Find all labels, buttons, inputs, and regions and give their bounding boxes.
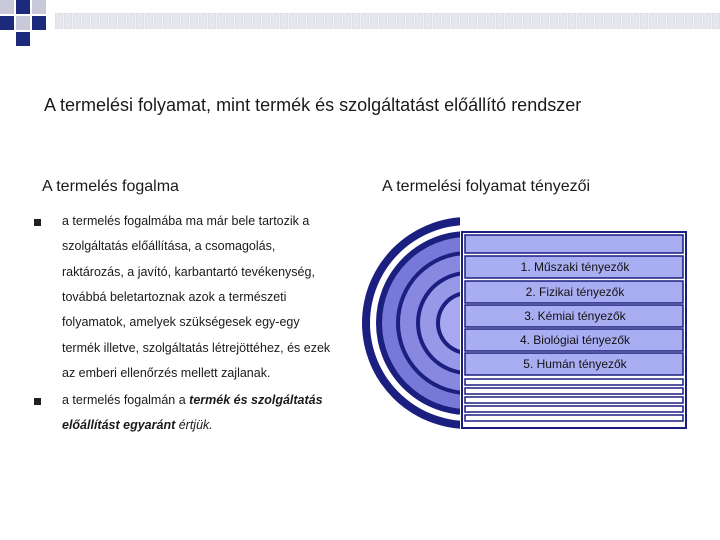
bullet2-bold: termék és szolgáltatás (189, 393, 323, 407)
thin-bar (465, 406, 683, 412)
bullet1-line: a termelés fogalmába ma már bele tartozik a (62, 214, 310, 228)
left-heading: A termelés fogalma (42, 178, 179, 195)
factor-label: 4. Biológiai tényezők (519, 333, 631, 347)
bullet1-line: az emberi ellenőrzés mellett zajlanak. (62, 366, 271, 380)
bullet1-line: folyamatok, amelyek szükségesek egy-egy (62, 315, 300, 329)
thin-bar (465, 415, 683, 421)
bullet1-line: raktározás, a javító, karbantartó tevékenység, (62, 265, 315, 279)
factor-label: 5. Humán tényezők (523, 357, 627, 371)
bullet1-line: továbbá beletartoznak azok a természeti (62, 290, 287, 304)
thin-bar (465, 397, 683, 403)
thin-bar (465, 388, 683, 394)
bullet2-rest: értjük. (175, 418, 213, 432)
bullet2-bold-2: előállítást egyaránt (62, 418, 176, 432)
slide-title: A termelési folyamat, mint termék és szolgáltatást előállító rendszer (44, 95, 582, 115)
right-heading: A termelési folyamat tényezői (382, 178, 591, 195)
bullet1-line: szolgáltatás előállítása, a csomagolás, (62, 239, 276, 253)
factor-label: 1. Műszaki tényezők (520, 260, 630, 274)
bullet2-prefix: a termelés fogalmán a (62, 393, 190, 407)
factor-label: 3. Kémiai tényezők (524, 309, 626, 323)
bullet1-line: termék illetve, szolgáltatás létrejöttéhez, és ezek (62, 341, 331, 355)
factor-top-bar (465, 235, 683, 253)
thin-bar (465, 379, 683, 385)
factor-label: 2. Fizikai tényezők (525, 285, 625, 299)
